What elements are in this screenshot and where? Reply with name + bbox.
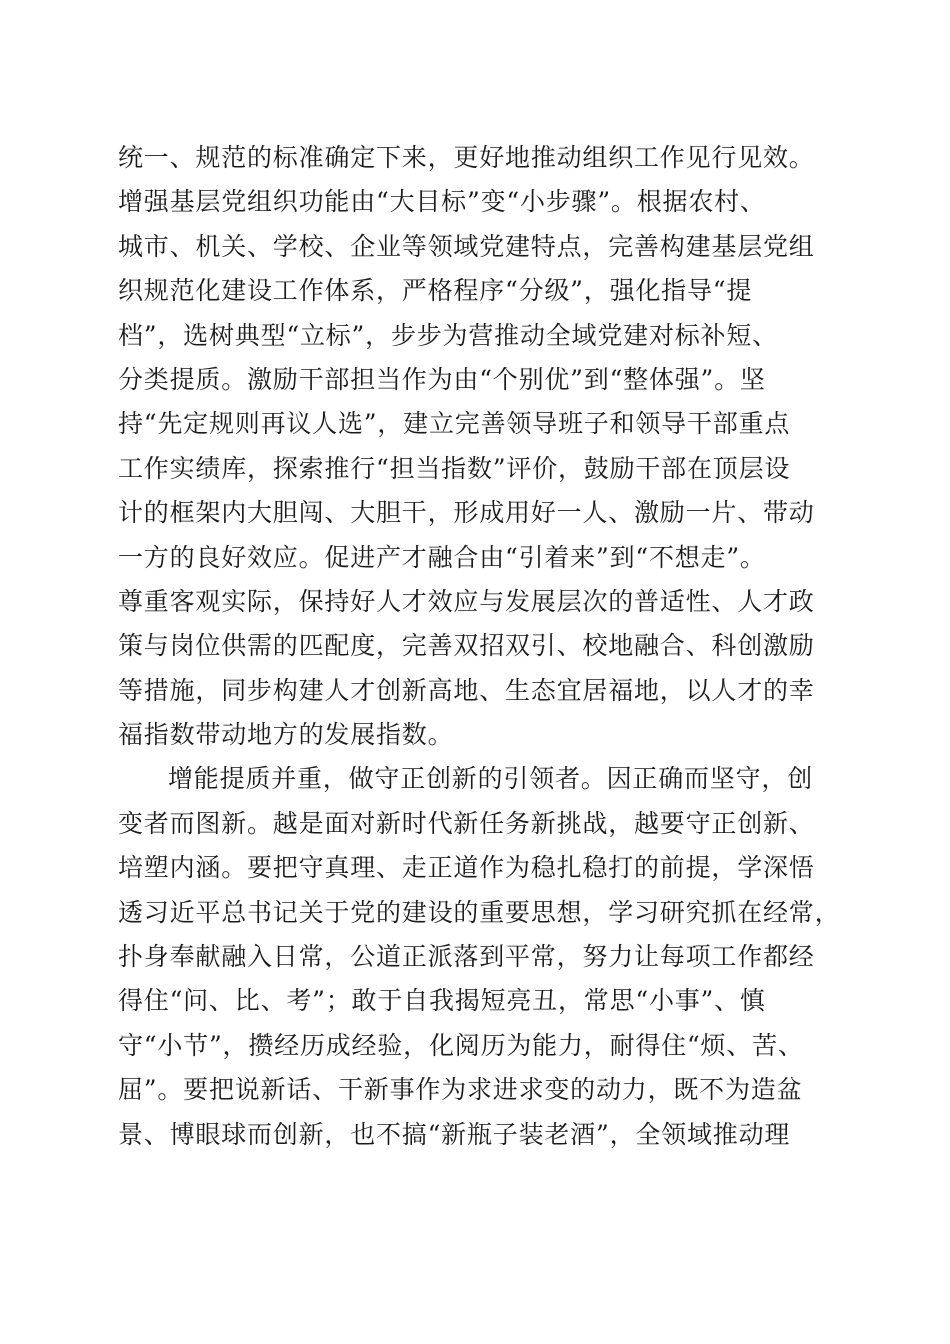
paragraph-start-line: 增能提质并重，做守正创新的引领者。因正确而坚守，创: [168, 764, 814, 794]
text-line: 工作实绩库，探索推行“担当指数”评价，鼓励干部在顶层设: [118, 453, 791, 483]
text-line: 尊重客观实际，保持好人才效应与发展层次的普适性、人才政: [118, 586, 815, 616]
text-line: 福指数带动地方的发展指数。: [118, 720, 454, 750]
text-line: 分类提质。激励干部担当作为由“个别优”到“整体强”。坚: [118, 364, 766, 394]
text-line: 透习近平总书记关于党的建设的重要思想，学习研究抓在经常，: [118, 897, 841, 927]
text-line: 织规范化建设工作体系，严格程序“分级”，强化指导“提: [118, 276, 753, 306]
text-line: 计的框架内大胆闯、大胆干，形成用好一人、激励一片、带动: [118, 498, 815, 528]
text-line: 统一、规范的标准确定下来，更好地推动组织工作见行见效。: [118, 143, 815, 172]
text-line: 景、博眼球而创新，也不搞“新瓶子装老酒”，全领域推动理: [118, 1119, 791, 1149]
text-line: 档”，选树典型“立标”，步步为营推动全域党建对标补短、: [118, 320, 778, 350]
text-line: 培塑内涵。要把守真理、走正道作为稳扎稳打的前提，学深悟: [118, 853, 815, 883]
text-line: 得住“问、比、考”；敢于自我揭短亮丑，常思“小事”、慎: [118, 986, 766, 1016]
text-line: 扑身奉献融入日常，公道正派落到平常，努力让每项工作都经: [118, 942, 815, 972]
text-line: 持“先定规则再议人选”，建立完善领导班子和领导干部重点: [118, 409, 791, 439]
text-line: 守“小节”，攒经历成经验，化阅历为能力，耐得住“烦、苦、: [118, 1030, 804, 1060]
text-line: 屈”。要把说新话、干新事作为求进求变的动力，既不为造盆: [118, 1075, 803, 1105]
text-line: 等措施，同步构建人才创新高地、生态宜居福地，以人才的幸: [118, 675, 815, 705]
text-line: 变者而图新。越是面对新时代新任务新挑战，越要守正创新、: [118, 808, 815, 838]
body-text: [118, 136, 841, 1157]
text-line: 城市、机关、学校、企业等领域党建特点，完善构建基层党组: [118, 231, 815, 261]
text-line: 策与岗位供需的匹配度，完善双招双引、校地融合、科创激励: [118, 631, 815, 661]
text-line: 增强基层党组织功能由“大目标”变“小步骤”。根据农村、: [118, 187, 766, 217]
text-line: 一方的良好效应。促进产才融合由“引着来”到“不想走”。: [118, 542, 766, 572]
